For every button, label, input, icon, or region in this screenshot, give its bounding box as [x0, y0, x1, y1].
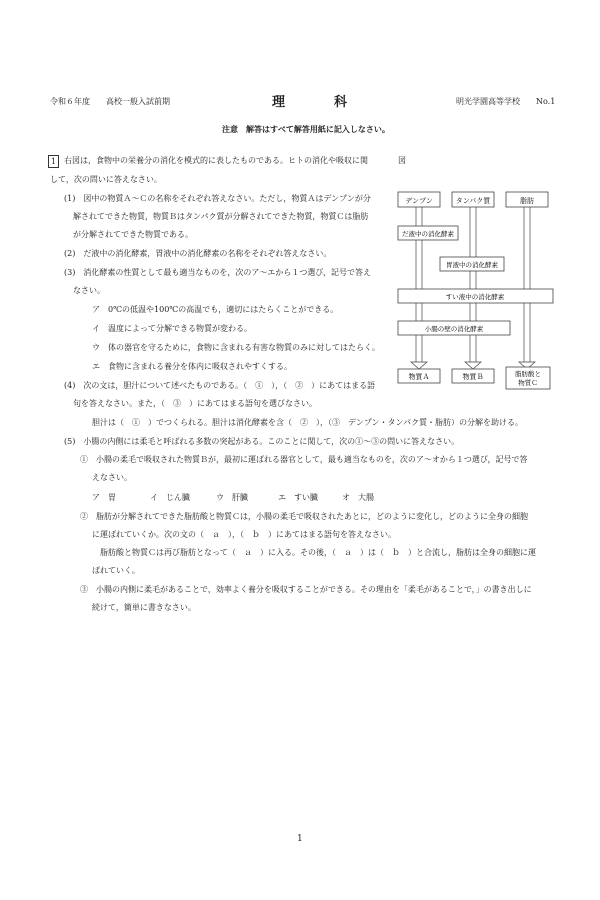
choice-item: ア 胃: [92, 493, 116, 502]
page-title: 理 科: [272, 95, 366, 110]
question-5-3: 続けて，簡単に書きなさい。: [92, 603, 196, 612]
choice-item: ア 0℃の低温や100℃の高温でも，適切にはたらくことができる。: [92, 305, 339, 314]
question-5-2-sentence: ばれていく。: [92, 566, 140, 575]
question-4-sentence: 胆汁は（ ① ）でつくられる。胆汁は消化酵素を含（ ② ），（③ デンプン・タンパク質・脂肪）の分解を助ける。: [92, 418, 523, 427]
choice-item: ウ 体の器官を守るために，食物に含まれる有害な物質のみに対してはたらく。: [92, 343, 380, 352]
question-5-1: えなさい。: [92, 473, 132, 482]
school-name: 明光学園高等学校 No.1: [456, 97, 556, 106]
question-5: (5) 小腸の内側には柔毛と呼ばれる多数の突起がある。このことに関して，次の①～③の問いに答えなさい。: [64, 437, 460, 446]
question-4: (4) 次の文は，胆汁について述べたものである。（ ① ），（ ② ）にあてはまる語: [64, 381, 376, 390]
choice-item: イ 温度によって分解できる物質が変わる。: [92, 324, 252, 333]
question-intro: 右図は，食物中の栄養分の消化を模式的に表したものである。ヒトの消化や吸収に関: [64, 156, 368, 165]
pancreatic-enzyme-label: すい液中の消化酵素: [445, 293, 505, 301]
question-number: 1: [48, 155, 59, 168]
saliva-enzyme-label: だ液中の消化酵素: [402, 230, 454, 238]
question-5-1: ① 小腸の柔毛で吸収された物質Ｂが，最初に運ばれる器官として，最も適当なものを，次のア～オから１つ選び，記号で答: [80, 455, 528, 464]
choice-item: イ じん臓: [150, 493, 190, 502]
protein-label: タンパク質: [455, 197, 491, 205]
question-5-2: に運ばれていくか。次の文の（ ａ ），（ ｂ ）にあてはまる語句を答えなさい。: [92, 530, 396, 539]
choice-item: エ すい臓: [278, 493, 318, 502]
page-number: 1: [297, 834, 303, 844]
question-2: (2) だ液中の消化酵素，胃液中の消化酵素の名称をそれぞれ答えなさい。: [64, 249, 332, 258]
arrow-b: [465, 362, 481, 369]
choice-item: エ 食物に含まれる養分を体内に吸収されやすくする。: [92, 362, 292, 371]
fat-label: 脂肪: [520, 197, 534, 205]
choice-item: オ 大腸: [342, 493, 374, 502]
choice-item: ウ 肝臓: [216, 493, 248, 502]
notice: 注意 解答はすべて解答用紙に記入しなさい。: [222, 124, 390, 134]
arrow-a: [411, 362, 427, 369]
question-5-2-sentence: 脂肪酸と物質Ｃは再び脂肪となって（ ａ ）に入る。その後，（ ａ ）は（ ｂ ）と合流し，脂肪は全身の細胞に運: [100, 548, 536, 557]
question-1: が分解されてできた物質である。: [73, 230, 193, 239]
question-5-2: ② 脂肪が分解されてできた脂肪酸と物質Ｃは，小腸の柔毛で吸収されたあとに，どのように変化し，どのように全身の細胞: [80, 512, 528, 521]
gastric-enzyme-label: 胃液中の消化酵素: [446, 261, 498, 269]
question-4: 句を答えなさい。また，（ ③ ）にあてはまる語句を選びなさい。: [73, 399, 317, 408]
substance-a-label: 物質Ａ: [408, 373, 430, 381]
starch-label: デンプン: [405, 197, 433, 205]
substance-c-label-2: 物質Ｃ: [518, 379, 538, 387]
question-3: (3) 消化酵素の性質として最も適当なものを，次のア～エから１つ選び，記号で答え: [64, 268, 372, 277]
substance-b-label: 物質Ｂ: [462, 373, 484, 381]
substance-c-label-1: 脂肪酸と: [515, 370, 541, 378]
question-intro: して，次の問いに答えなさい。: [50, 175, 162, 184]
question-5-3: ③ 小腸の内側に柔毛があることで，効率よく養分を吸収することができる。その理由を「柔毛があることで，」の書き出しに: [80, 585, 532, 594]
question-1: 解されてできた物質，物質Ｂはタンパク質が分解されてできた物質，物質Ｃは脂肪: [73, 212, 369, 221]
figure-label: 図: [398, 156, 406, 165]
question-3: なさい。: [73, 286, 105, 295]
exam-info: 令和６年度 高校一般入試前期: [50, 97, 170, 106]
intestinal-enzyme-label: 小腸の壁の消化酵素: [424, 325, 484, 333]
question-1: (1) 図中の物質Ａ～Ｃの名称をそれぞれ答えなさい。ただし，物質Ａはデンプンが分: [64, 194, 371, 203]
